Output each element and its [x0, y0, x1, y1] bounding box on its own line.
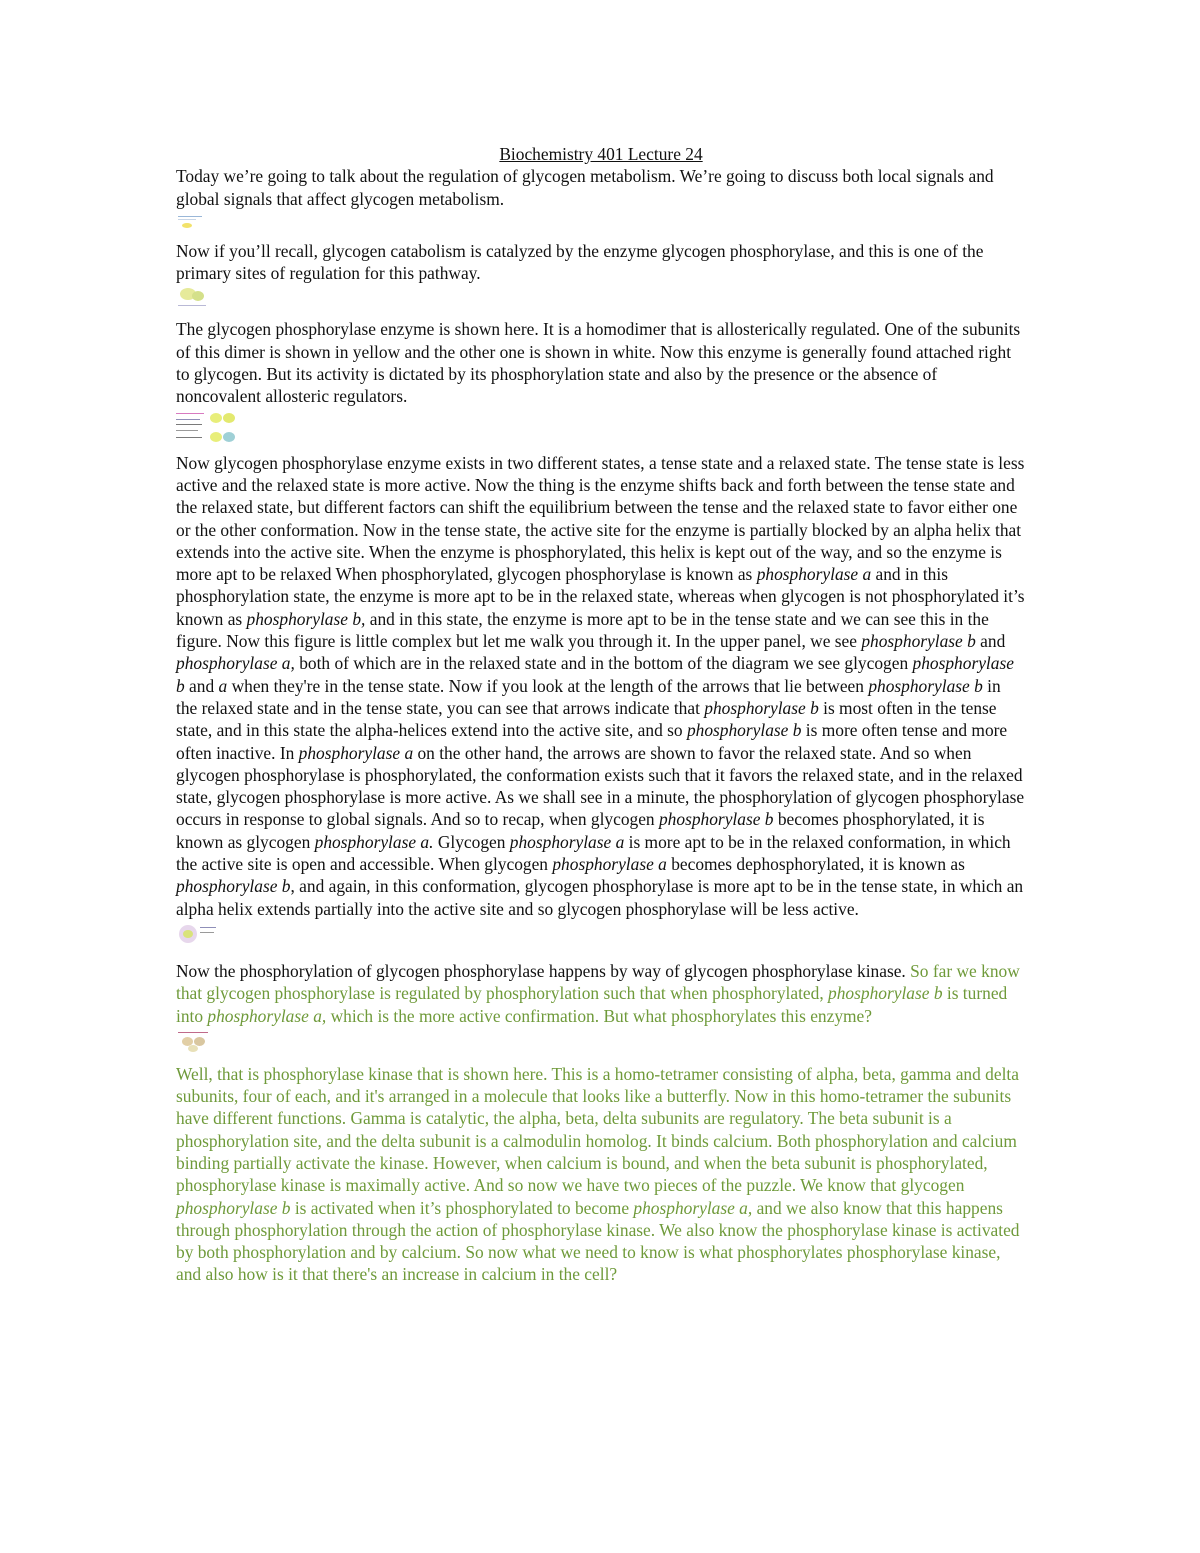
- paragraph-intro: Today we’re going to talk about the regulation of glycogen metabolism. We’re going to discuss both local signals and global signals that affect glycogen metabolism.: [176, 166, 994, 209]
- paragraph-kinase: Now the phosphorylation of glycogen phosphorylase happens by way of glycogen phosphorylase kinase. So far we know that glycogen phosphorylase is regulated by phosphorylation such that when phosphorylated, phosphorylase b is turned into phosphorylase a, which is the more active confirmation. But what phosphorylates this enzyme?: [176, 960, 1020, 1026]
- paragraph-catabolism: Now if you’ll recall, glycogen catabolism is catalyzed by the enzyme glycogen phosphorylase, and this is one of the primary sites of regulation for this pathway.: [176, 240, 984, 284]
- paragraph-enzyme: The glycogen phosphorylase enzyme is shown here. It is a homodimer that is allosterically regulated. One of the subunits of this dimer is shown in yellow and the other one is shown in white. Now this enzyme is generally found attached right to glycogen. But its activity is dictated by its phosphorylation state and also by the presence or the absence of noncovalent allosteric regulators.: [176, 319, 1021, 407]
- slide-thumbnail-icon: [176, 410, 238, 448]
- document-page: [176, 143, 1026, 1286]
- page-title: Biochemistry 401 Lecture 24: [499, 144, 703, 164]
- slide-thumbnail-icon: [176, 286, 210, 310]
- paragraph-phosphorylase-kinase: Well, that is phosphorylase kinase that is shown here. This is a homo-tetramer consisting of alpha, beta, gamma and delta subunits, four of each, and it's arranged in a molecule that looks like a butterfly. Now in this homo-tetramer the subunits have different functions. Gamma is catalytic, the alpha, beta, delta subunits are regulatory. The beta subunit is a phosphorylation site, and the delta subunit is a calmodulin homolog. It binds calcium. Both phosphorylation and calcium binding partially activate the kinase. However, when calcium is bound, and when the beta subunit is phosphorylated, phosphorylase kinase is maximally active. And so now we have two pieces of the puzzle. We know that glycogen phosphorylase b is activated when it’s phosphorylated to become phosphorylase a, and we also know that this happens through phosphorylation through the action of phosphorylase kinase. We also know the phosphorylase kinase is activated by both phosphorylation and by calcium. So now what we need to know is what phosphorylates phosphorylase kinase, and also how is it that there's an increase in calcium in the cell?: [176, 1063, 1020, 1285]
- paragraph-states: Now glycogen phosphorylase enzyme exists in two different states, a tense state and a relaxed state. The tense state is less active and the relaxed state is more active. Now the thing is the enzyme shifts back and forth between the tense state and the relaxed state, but different factors can shift the equilibrium between the tense and the relaxed state to favor either one or the other conformation. Now in the tense state, the active site for the enzyme is partially blocked by an alpha helix that extends into the active site. When the enzyme is phosphorylated, this helix is kept out of the way, and so the enzyme is more apt to be relaxed When phosphorylated, glycogen phosphorylase is known as phosphorylase a and in this phosphorylation state, the enzyme is more apt to be in the relaxed state, whereas when glycogen is not phosphorylated it’s known as phosphorylase b, and in this state, the enzyme is more apt to be in the tense state and we can see this in the figure. Now this figure is little complex but let me walk you through it. In the upper panel, we see phosphorylase b and phosphorylase a, both of which are in the relaxed state and in the bottom of the diagram we see glycogen phosphorylase b and a when they're in the tense state. Now if you look at the length of the arrows that lie between phosphorylase b in the relaxed state and in the tense state, you can see that arrows indicate that phosphorylase b is most often in the tense state, and in this state the alpha-helices extend into the active site, and so phosphorylase b is more often tense and more often inactive. In phosphorylase a on the other hand, the arrows are shown to favor the relaxed state. And so when glycogen phosphorylase is phosphorylated, the conformation exists such that it favors the relaxed state, and in the relaxed state, glycogen phosphorylase is more active. As we shall see in a minute, the phosphorylation of glycogen phosphorylase occurs in response to global signals. And so to recap, when glycogen phosphorylase b becomes phosphorylated, it is known as glycogen phosphorylase a. Glycogen phosphorylase a is more apt to be in the relaxed conformation, in which the active site is open and accessible. When glycogen phosphorylase a becomes dephosphorylated, it is known as phosphorylase b, and again, in this conformation, glycogen phosphorylase is more apt to be in the tense state, in which an alpha helix extends partially into the active site and so glycogen phosphorylase will be less active.: [176, 452, 1025, 919]
- slide-thumbnail-icon: [176, 212, 206, 232]
- slide-thumbnail-icon: [176, 922, 220, 952]
- slide-thumbnail-icon: [176, 1029, 216, 1055]
